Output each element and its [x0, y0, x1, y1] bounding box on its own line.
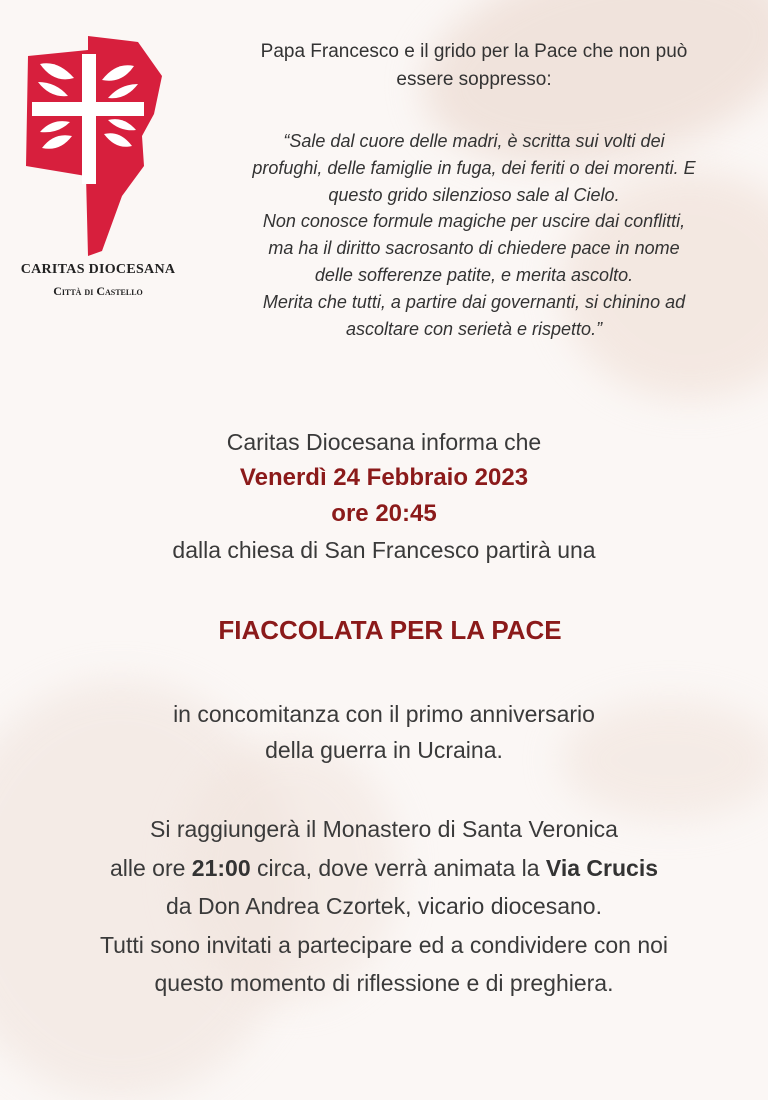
announcement [0, 424, 768, 568]
event-time: ore 20:45 [331, 500, 437, 527]
event-date: Venerdì 24 Febbraio 2023 [239, 464, 529, 491]
via-crucis: Via Crucis [545, 854, 659, 881]
logo-name: CARITAS DIOCESANA [20, 262, 176, 277]
departure-text: dalla chiesa di San Francesco partirà una [172, 537, 596, 563]
pope-quote: “Sale dal cuore delle madri, è scritta sui volti dei profughi, delle famiglie in fuga, dei feriti o dei morenti. E questo grido silenzioso sale al Cielo. Non conosce formule magiche per uscire dai conflitti, ma ha il diritto sacrosanto di chiedere pace in nome delle sofferenze patite, e merita ascolto. Merita che tutti, a partire dai governanti, si chinino ad ascoltare con serietà e rispetto.” [252, 131, 696, 339]
arrival-time: 21:00 [191, 854, 251, 881]
event-title: FIACCOLATA PER LA PACE [218, 615, 562, 645]
caritas-logo-icon [26, 36, 176, 256]
intro-heading: Papa Francesco e il grido per la Pace che non può essere soppresso: [260, 41, 688, 90]
logo-city: Città di Castello [53, 284, 143, 298]
announcement-lead: Caritas Diocesana informa che [226, 429, 542, 455]
anniversary-text: in concomitanza con il primo anniversario della guerra in Ucraina. [173, 701, 595, 763]
route-text: Si raggiungerà il Monastero di Santa Veronica alle ore 21:00 circa, dove verrà animata la Via Crucis da Don Andrea Czortek, vicario diocesano. Tutti sono invitati a partecipare ed a condividere con noi questo momento di riflessione e di preghiera. [99, 816, 669, 996]
